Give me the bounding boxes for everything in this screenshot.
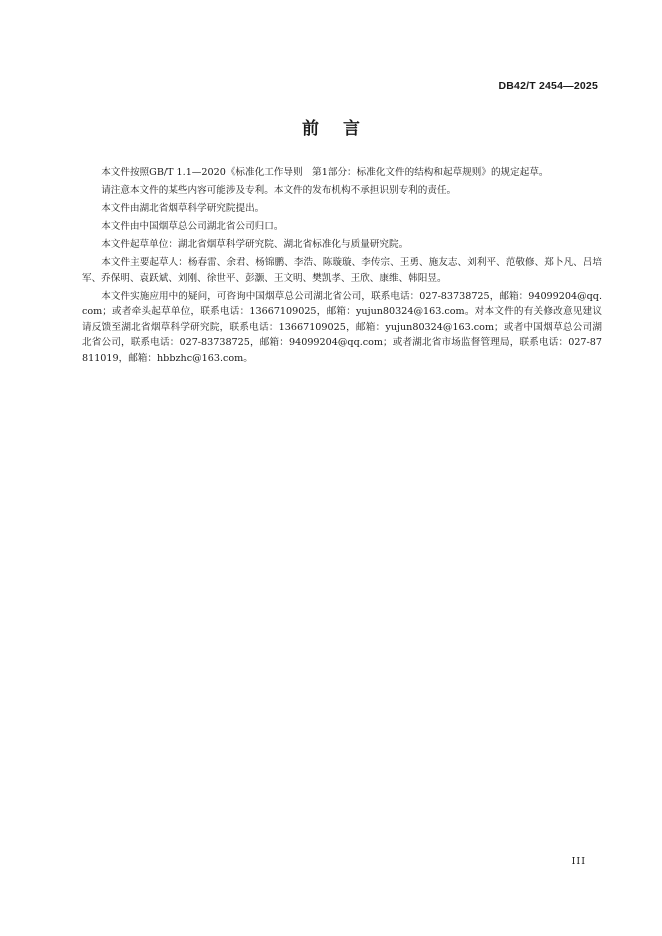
page-title: 前言	[302, 119, 384, 139]
paragraph-proposer: 本文件由湖北省烟草科学研究院提出。	[101, 203, 265, 214]
paragraph-drafters: 本文件主要起草人：杨春雷、余君、杨锦鹏、李浩、陈璇璇、李传宗、王勇、施友志、刘利平、范敬修、郑卜凡、吕培军、乔保明、袁跃斌、刘刚、徐世平、彭灏、王文明、樊凯孝、王欣、康维、韩阳昱。	[82, 257, 602, 284]
paragraph-drafting-rules: 本文件按照GB/T 1.1—2020《标准化工作导则 第1部分：标准化文件的结构和起草规则》的规定起草。	[101, 167, 549, 178]
page-number: III	[571, 856, 586, 867]
paragraph-patent-notice: 请注意本文件的某些内容可能涉及专利。本文件的发布机构不承担识别专利的责任。	[101, 185, 457, 196]
paragraph-drafting-units: 本文件起草单位：湖北省烟草科学研究院、湖北省标准化与质量研究院。	[101, 239, 409, 250]
paragraph-centralized-unit: 本文件由中国烟草总公司湖北省公司归口。	[101, 221, 284, 232]
document-code: DB42/T 2454—2025	[498, 80, 598, 92]
paragraph-contact-info: 本文件实施应用中的疑问，可咨询中国烟草总公司湖北省公司，联系电话：027-83738725，邮箱：94099204@qq.com；或者牵头起草单位，联系电话：13667109025，邮箱：yujun80324@163.com。对本文件的有关修改意见建议请反馈至湖北省烟草科学研究院，联系电话：13667109025，邮箱：yujun80324@163.com；或者中国烟草总公司湖北省公司，联系电话：027-83738725，邮箱：94099204@qq.com；或者湖北省市场监督管理局，联系电话：027-87811019，邮箱：hbbzhc@163.com。	[82, 290, 602, 364]
foreword-body	[82, 165, 602, 369]
